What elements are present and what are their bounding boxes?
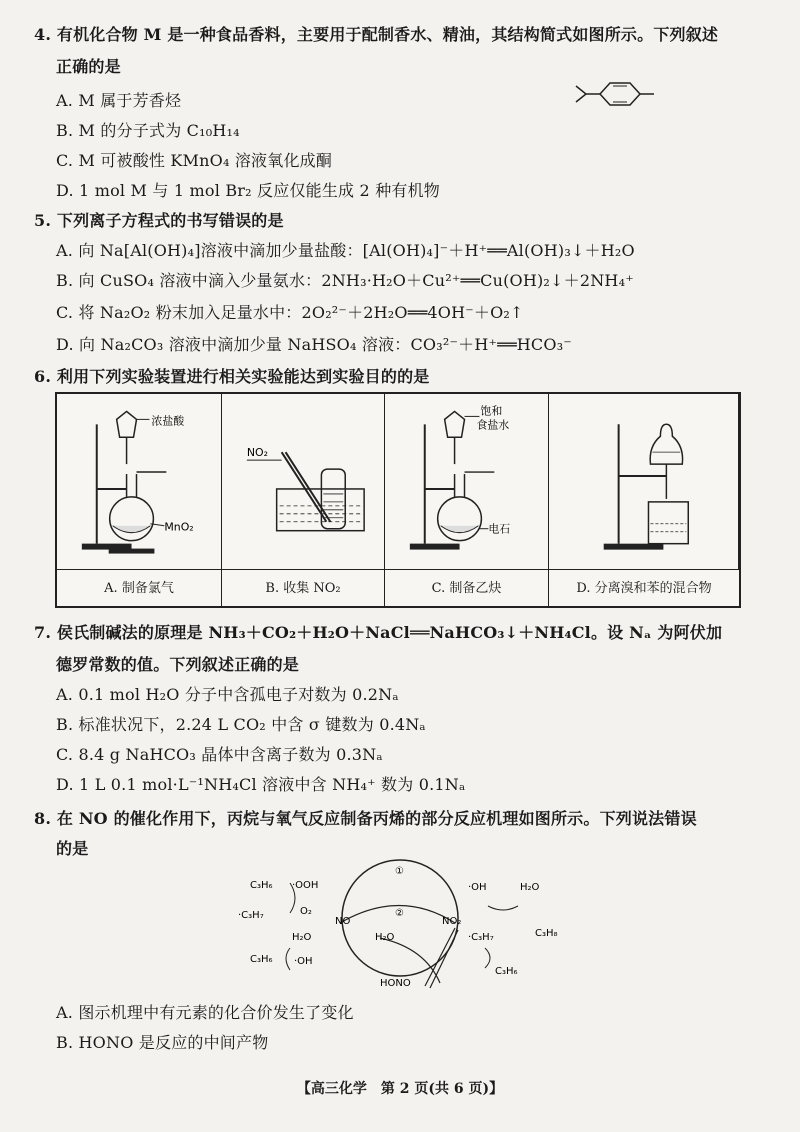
mech-ooh: ·OOH	[292, 880, 319, 891]
apparatus-c	[385, 394, 549, 569]
label-brine: 食盐水	[476, 418, 510, 432]
q8-stem-line2: 的是	[56, 839, 89, 858]
caption-b: B. 收集 NO₂	[222, 570, 385, 607]
q5-option-d: D. 向 Na₂CO₃ 溶液中滴加少量 NaHSO₄ 溶液：CO₃²⁻＋H⁺══HCO₃⁻	[56, 335, 572, 354]
chlorine-generator-diagram	[57, 394, 221, 569]
q4-option-b: B. M 的分子式为 C₁₀H₁₄	[56, 121, 240, 140]
q7-stem-line2: 德罗常数的值。下列叙述正确的是	[56, 655, 300, 674]
q7-option-b: B. 标准状况下，2.24 L CO₂ 中含 σ 键数为 0.4Nₐ	[56, 715, 426, 734]
mech-c3h6-right: C₃H₆	[495, 966, 518, 977]
mech-no-left: NO	[335, 916, 351, 927]
q8-option-a: A. 图示机理中有元素的化合价发生了变化	[56, 1003, 354, 1022]
mech-c3h8-right1: C₃H₈	[535, 928, 558, 939]
label-saturated: 饱和	[480, 404, 503, 418]
label-carbide: 电石	[488, 522, 511, 536]
q8-option-b: B. HONO 是反应的中间产物	[56, 1033, 269, 1052]
separation-diagram	[549, 394, 738, 569]
q4-option-c: C. M 可被酸性 KMnO₄ 溶液氧化成酮	[56, 151, 333, 170]
apparatus-a	[57, 394, 222, 569]
label-mno2: MnO₂	[164, 520, 194, 534]
q5-stem: 5. 下列离子方程式的书写错误的是	[34, 211, 284, 230]
experiment-apparatus-table	[55, 392, 741, 608]
caption-a: A. 制备氯气	[57, 570, 222, 607]
mech-no2: NO₂	[442, 916, 462, 927]
mech-c3h7-right: ·C₃H₇	[468, 932, 494, 943]
q4-option-a: A. M 属于芳香烃	[56, 91, 182, 110]
mech-c3h6-left: C₃H₆	[250, 954, 273, 965]
mech-c3h6-top: C₃H₆	[250, 880, 273, 891]
mech-oh-left: ·OH	[294, 956, 313, 967]
q7-stem-line1: 7. 侯氏制碱法的原理是 NH₃＋CO₂＋H₂O＋NaCl══NaHCO₃↓＋NH₄Cl。设 Nₐ 为阿伏加	[34, 623, 723, 642]
mech-c3h7-left: ·C₃H₇	[238, 910, 264, 921]
q4-option-d: D. 1 mol M 与 1 mol Br₂ 反应仅能生成 2 种有机物	[56, 181, 440, 200]
q5-option-c: C. 将 Na₂O₂ 粉末加入足量水中：2O₂²⁻＋2H₂O══4OH⁻＋O₂↑	[56, 303, 524, 322]
q8-stem-line1: 8. 在 NO 的催化作用下，丙烷与氧气反应制备丙烯的部分反应机理如图所示。下列说法错误	[34, 809, 697, 828]
mech-oh-right: ·OH	[468, 882, 487, 893]
q5-option-a: A. 向 Na[Al(OH)₄]溶液中滴加少量盐酸：[Al(OH)₄]⁻＋H⁺══Al(OH)₃↓＋H₂O	[56, 241, 635, 260]
q4-stem-line1: 4. 有机化合物 M 是一种食品香料，主要用于配制香水、精油，其结构简式如图所示。下列叙述	[34, 25, 719, 44]
no2-collection-diagram	[222, 394, 384, 569]
apparatus-d	[549, 394, 739, 569]
q4-stem-line2: 正确的是	[56, 57, 121, 76]
mech-circle-2: ②	[395, 908, 404, 919]
apparatus-captions	[57, 569, 739, 607]
acetylene-generator-diagram	[385, 394, 548, 569]
label-hcl: 浓盐酸	[151, 414, 185, 428]
mech-h2o-mid: H₂O	[375, 932, 395, 943]
q5-option-b: B. 向 CuSO₄ 溶液中滴入少量氨水：2NH₃·H₂O＋Cu²⁺══Cu(OH)₂↓＋2NH₄⁺	[56, 271, 634, 290]
label-no2: NO₂	[246, 446, 269, 460]
q7-option-d: D. 1 L 0.1 mol·L⁻¹NH₄Cl 溶液中含 NH₄⁺ 数为 0.1Nₐ	[56, 775, 466, 794]
q6-stem: 6. 利用下列实验装置进行相关实验能达到实验目的的是	[34, 367, 430, 386]
mech-circle-1: ①	[395, 866, 404, 877]
apparatus-b	[222, 394, 385, 569]
mech-hono: HONO	[380, 978, 411, 989]
mech-o2: O₂	[300, 906, 312, 917]
q7-option-c: C. 8.4 g NaHCO₃ 晶体中含离子数为 0.3Nₐ	[56, 745, 383, 764]
mech-h2o-right: H₂O	[520, 882, 540, 893]
q7-option-a: A. 0.1 mol H₂O 分子中含孤电子对数为 0.2Nₐ	[56, 685, 399, 704]
molecule-m-structure	[574, 80, 664, 110]
mech-h2o-left: H₂O	[292, 932, 312, 943]
page-footer: 【高三化学 第 2 页(共 6 页)】	[296, 1081, 504, 1097]
caption-c: C. 制备乙炔	[385, 570, 549, 607]
caption-d: D. 分离溴和苯的混合物	[576, 581, 712, 596]
reaction-mechanism-diagram	[230, 858, 570, 998]
